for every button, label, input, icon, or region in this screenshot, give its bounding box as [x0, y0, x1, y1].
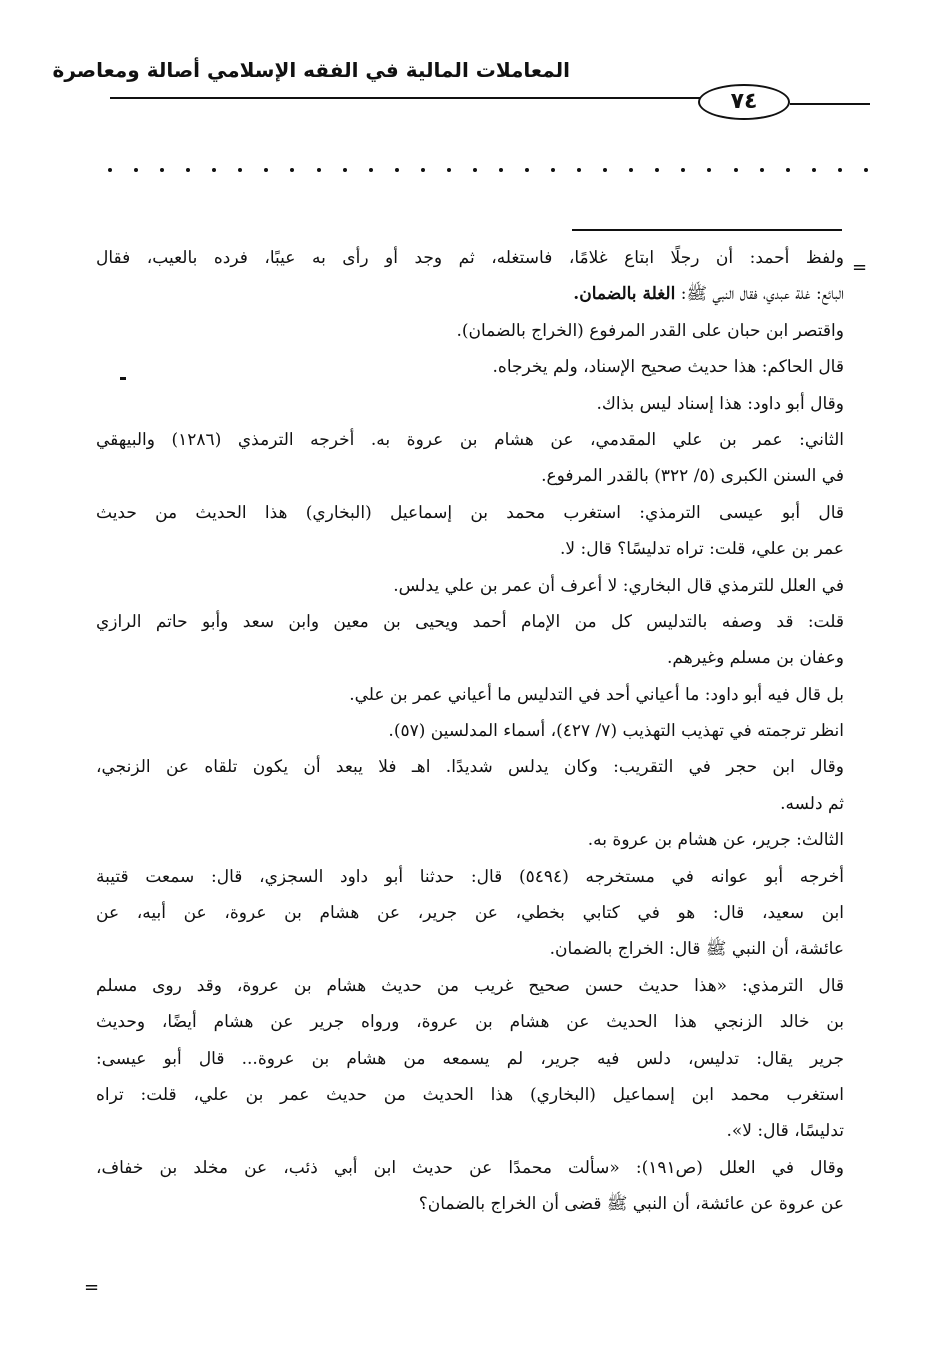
footnote-line: بل قال فيه أبو داود: ما أعياني أحد في التدليس ما أعياني عمر بن علي.: [349, 684, 844, 705]
footnote-line: انظر ترجمته في تهذيب التهذيب (٧/ ٤٢٧)، أسماء المدلسين (٥٧).: [388, 721, 844, 742]
header-rule-right: [790, 103, 870, 105]
footnote-line: عمر بن علي، قلت: تراه تدليسًا؟ قال: لا.: [559, 539, 844, 560]
page-number: ٧٤: [730, 89, 758, 114]
footnote-rule: [572, 229, 842, 231]
footnote-line: استغرب محمد ابن إسماعيل (البخاري) هذا الحديث من حديث عمر بن علي، قلت: تراه: [96, 1084, 844, 1105]
footnote-line: في العلل للترمذي قال البخاري: لا أعرف أن عمر بن علي يدلس.: [393, 575, 844, 596]
footnote-line: تدليسًا، قال: لا».: [726, 1121, 844, 1142]
header-rule: [110, 97, 700, 99]
footnote-line: أخرجه أبو عوانه في مستخرجه (٥٤٩٤) قال: حدثنا أبو داود السجزي، قال: سمعت قتيبة: [96, 866, 844, 887]
hadith-emphasis: الغلة بالضمان.: [573, 284, 676, 305]
footnote-line: الثالث: جرير، عن هشام بن عروة به.: [587, 830, 844, 851]
footnote-line: البائع: غلة عبدي، فقال النبي ﷺ: الغلة بالضمان.: [573, 284, 844, 305]
footnote-line: في السنن الكبرى (٥/ ٣٢٢) بالقدر المرفوع.: [541, 466, 844, 487]
footnote-line: قال الحاكم: هذا حديث صحيح الإسناد، ولم يخرجاه.: [492, 357, 844, 378]
footnote-line: وقال في العلل (ص١٩١): «سألت محمدًا عن حديث ابن أبي ذئب، عن مخلد بن خفاف،: [96, 1157, 844, 1178]
footnote-line: قلت: قد وصفه بالتدليس كل من الإمام أحمد ويحيى بن معين وابن سعد وأبو حاتم الرازي: [96, 611, 844, 632]
footnote-line: قال الترمذي: «هذا حديث حسن صحيح غريب من حديث هشام بن عروة، وقد روى مسلم: [96, 975, 844, 996]
footnote-line: وقال أبو داود: هذا إسناد ليس بذاك.: [596, 393, 844, 414]
footnote-line: وعفان بن مسلم وغيرهم.: [666, 648, 844, 669]
footnote-line: عائشة، أن النبي ﷺ قال: الخراج بالضمان.: [549, 939, 844, 960]
footnote-line: واقتصر ابن حبان على القدر المرفوع (الخراج بالضمان).: [456, 320, 844, 341]
dotted-separator: [108, 160, 868, 180]
footnote-line: ابن سعيد، قال: هو في كتابي بخطي، عن جرير، عن هشام بن عروة، عن أبيه، عن: [96, 903, 844, 924]
footnote-text: [96, 240, 844, 1223]
footnote-line: بن خالد الزنجي هذا الحديث عن هشام بن عروة، ورواه جرير عن هشام أيضًا، وحديث: [96, 1012, 844, 1033]
footnote-line: ثم دلسه.: [780, 793, 844, 814]
footnote-line: جرير يقال: تدليس، دلس فيه جرير، لم يسمعه من هشام بن عروة... قال أبو عيسى:: [96, 1048, 844, 1069]
footnote-line: ولفظ أحمد: أن رجلًا ابتاع غلامًا، فاستغله، ثم وجد أو رأى به عيبًا، فرده بالعيب، فقال: [96, 248, 844, 268]
running-header-title: المعاملات المالية في الفقه الإسلامي أصالة ومعاصرة: [52, 58, 570, 82]
page-number-badge: [698, 84, 790, 120]
footnote-line: وقال ابن حجر في التقريب: وكان يدلس شديدًا. اهـ فلا يبعد أن يكون تلقاه عن الزنجي،: [96, 757, 844, 778]
footnote-continuation-start-mark: =: [852, 257, 868, 278]
footnote-line: قال أبو عيسى الترمذي: استغرب محمد بن إسماعيل (البخاري) هذا الحديث من حديث: [96, 502, 844, 523]
footnote-line: الثاني: عمر بن علي المقدمي، عن هشام بن عروة به. أخرجه الترمذي (١٢٨٦) والبيهقي: [96, 429, 844, 450]
footnote-line: عن عروة عن عائشة، أن النبي ﷺ قضى أن الخراج بالضمان؟: [418, 1194, 844, 1215]
footnote-continuation-end-mark: =: [84, 1277, 100, 1298]
